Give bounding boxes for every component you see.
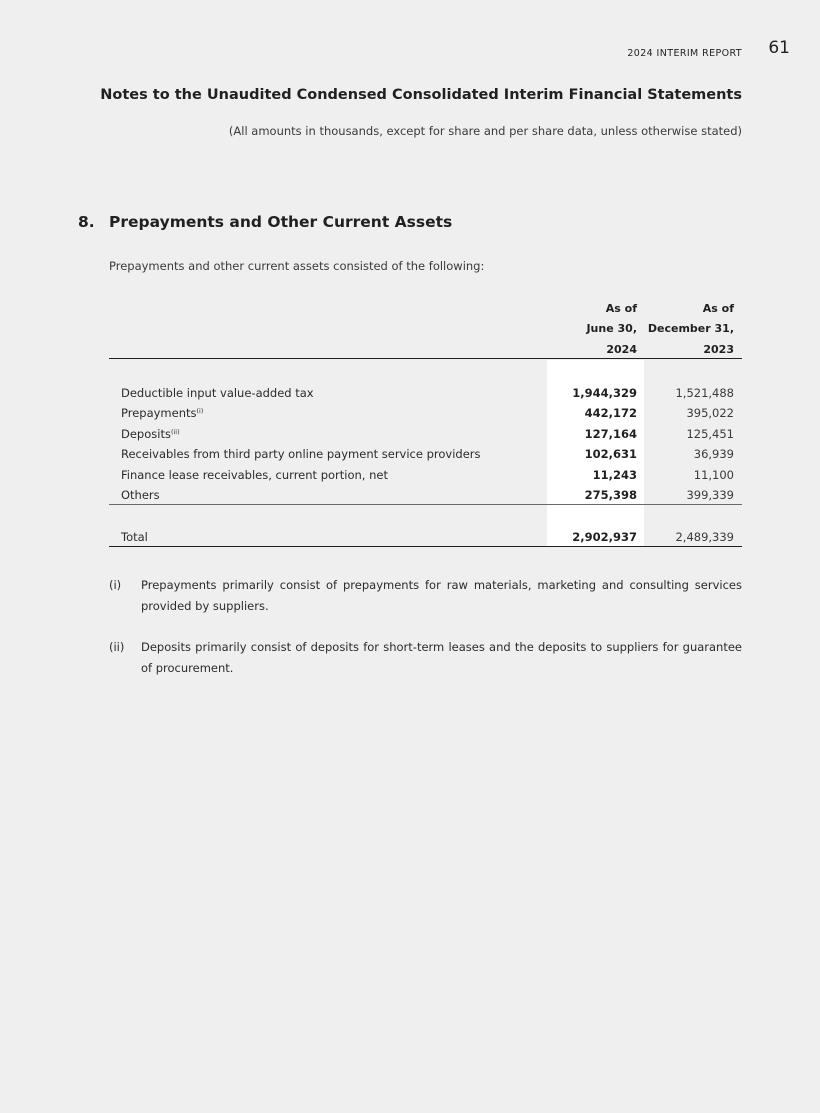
table-row-value-2023: 1,521,488 bbox=[675, 386, 734, 400]
amounts-note: (All amounts in thousands, except for share and per share data, unless otherwise stated) bbox=[228, 124, 742, 138]
table-row-value-2024: 1,944,329 bbox=[572, 386, 637, 400]
table-row-value-2024: 275,398 bbox=[584, 488, 637, 502]
total-rule bbox=[109, 546, 742, 547]
footnote-ref: (ii) bbox=[170, 428, 180, 436]
table-row-value-2023: 36,939 bbox=[693, 447, 734, 461]
footnote-ref: (i) bbox=[196, 407, 204, 415]
table-row-value-2023: 395,022 bbox=[686, 406, 734, 420]
page-number: 61 bbox=[768, 38, 790, 58]
col-2023-header-line2: December 31, bbox=[647, 322, 734, 335]
table-row-value-2024: 102,631 bbox=[584, 447, 637, 461]
total-value-2024: 2,902,937 bbox=[572, 530, 637, 544]
table-row-label: Prepayments$^{(i)}$ bbox=[121, 406, 204, 420]
header-rule bbox=[109, 358, 742, 359]
col-2023-header-line3: 2023 bbox=[703, 343, 734, 356]
table-row-value-2023: 125,451 bbox=[686, 427, 734, 441]
table-row-value-2024: 11,243 bbox=[592, 468, 637, 482]
col-2023-header-line1: As of bbox=[702, 302, 734, 315]
footnote-mark: (ii) bbox=[109, 640, 125, 654]
section-title: Prepayments and Other Current Assets bbox=[109, 213, 453, 231]
table-row-label: Receivables from third party online payment service providers bbox=[121, 447, 481, 461]
footnote-text: Deposits primarily consist of deposits for short-term leases and the deposits to suppliers for guarantee of procurement. bbox=[141, 640, 742, 675]
footnote-text: Prepayments primarily consist of prepayments for raw materials, marketing and consulting services provided by suppliers. bbox=[141, 578, 742, 613]
report-label: 2024 INTERIM REPORT bbox=[627, 48, 742, 59]
total-value-2023: 2,489,339 bbox=[675, 530, 734, 544]
table-row-value-2024: 127,164 bbox=[584, 427, 637, 441]
table-row-label: Deposits$^{(ii)}$ bbox=[121, 427, 180, 441]
section-number: 8. bbox=[78, 213, 95, 231]
total-label: Total bbox=[121, 530, 148, 544]
col-2024-header-line1: As of bbox=[605, 302, 637, 315]
table-row-value-2024: 442,172 bbox=[584, 406, 637, 420]
subtotal-rule bbox=[109, 504, 742, 505]
table-row-value-2023: 11,100 bbox=[693, 468, 734, 482]
col-2024-header-line3: 2024 bbox=[606, 343, 637, 356]
table-row-label: Others bbox=[121, 488, 160, 502]
table-row-value-2023: 399,339 bbox=[686, 488, 734, 502]
document-title: Notes to the Unaudited Condensed Consolidated Interim Financial Statements bbox=[100, 87, 742, 103]
table-row-label: Finance lease receivables, current portion, net bbox=[121, 468, 388, 482]
footnote-mark: (i) bbox=[109, 578, 122, 592]
col-2024-header-line2: June 30, bbox=[586, 322, 637, 335]
section-intro: Prepayments and other current assets consisted of the following: bbox=[109, 259, 485, 273]
table-row-label: Deductible input value-added tax bbox=[121, 386, 314, 400]
